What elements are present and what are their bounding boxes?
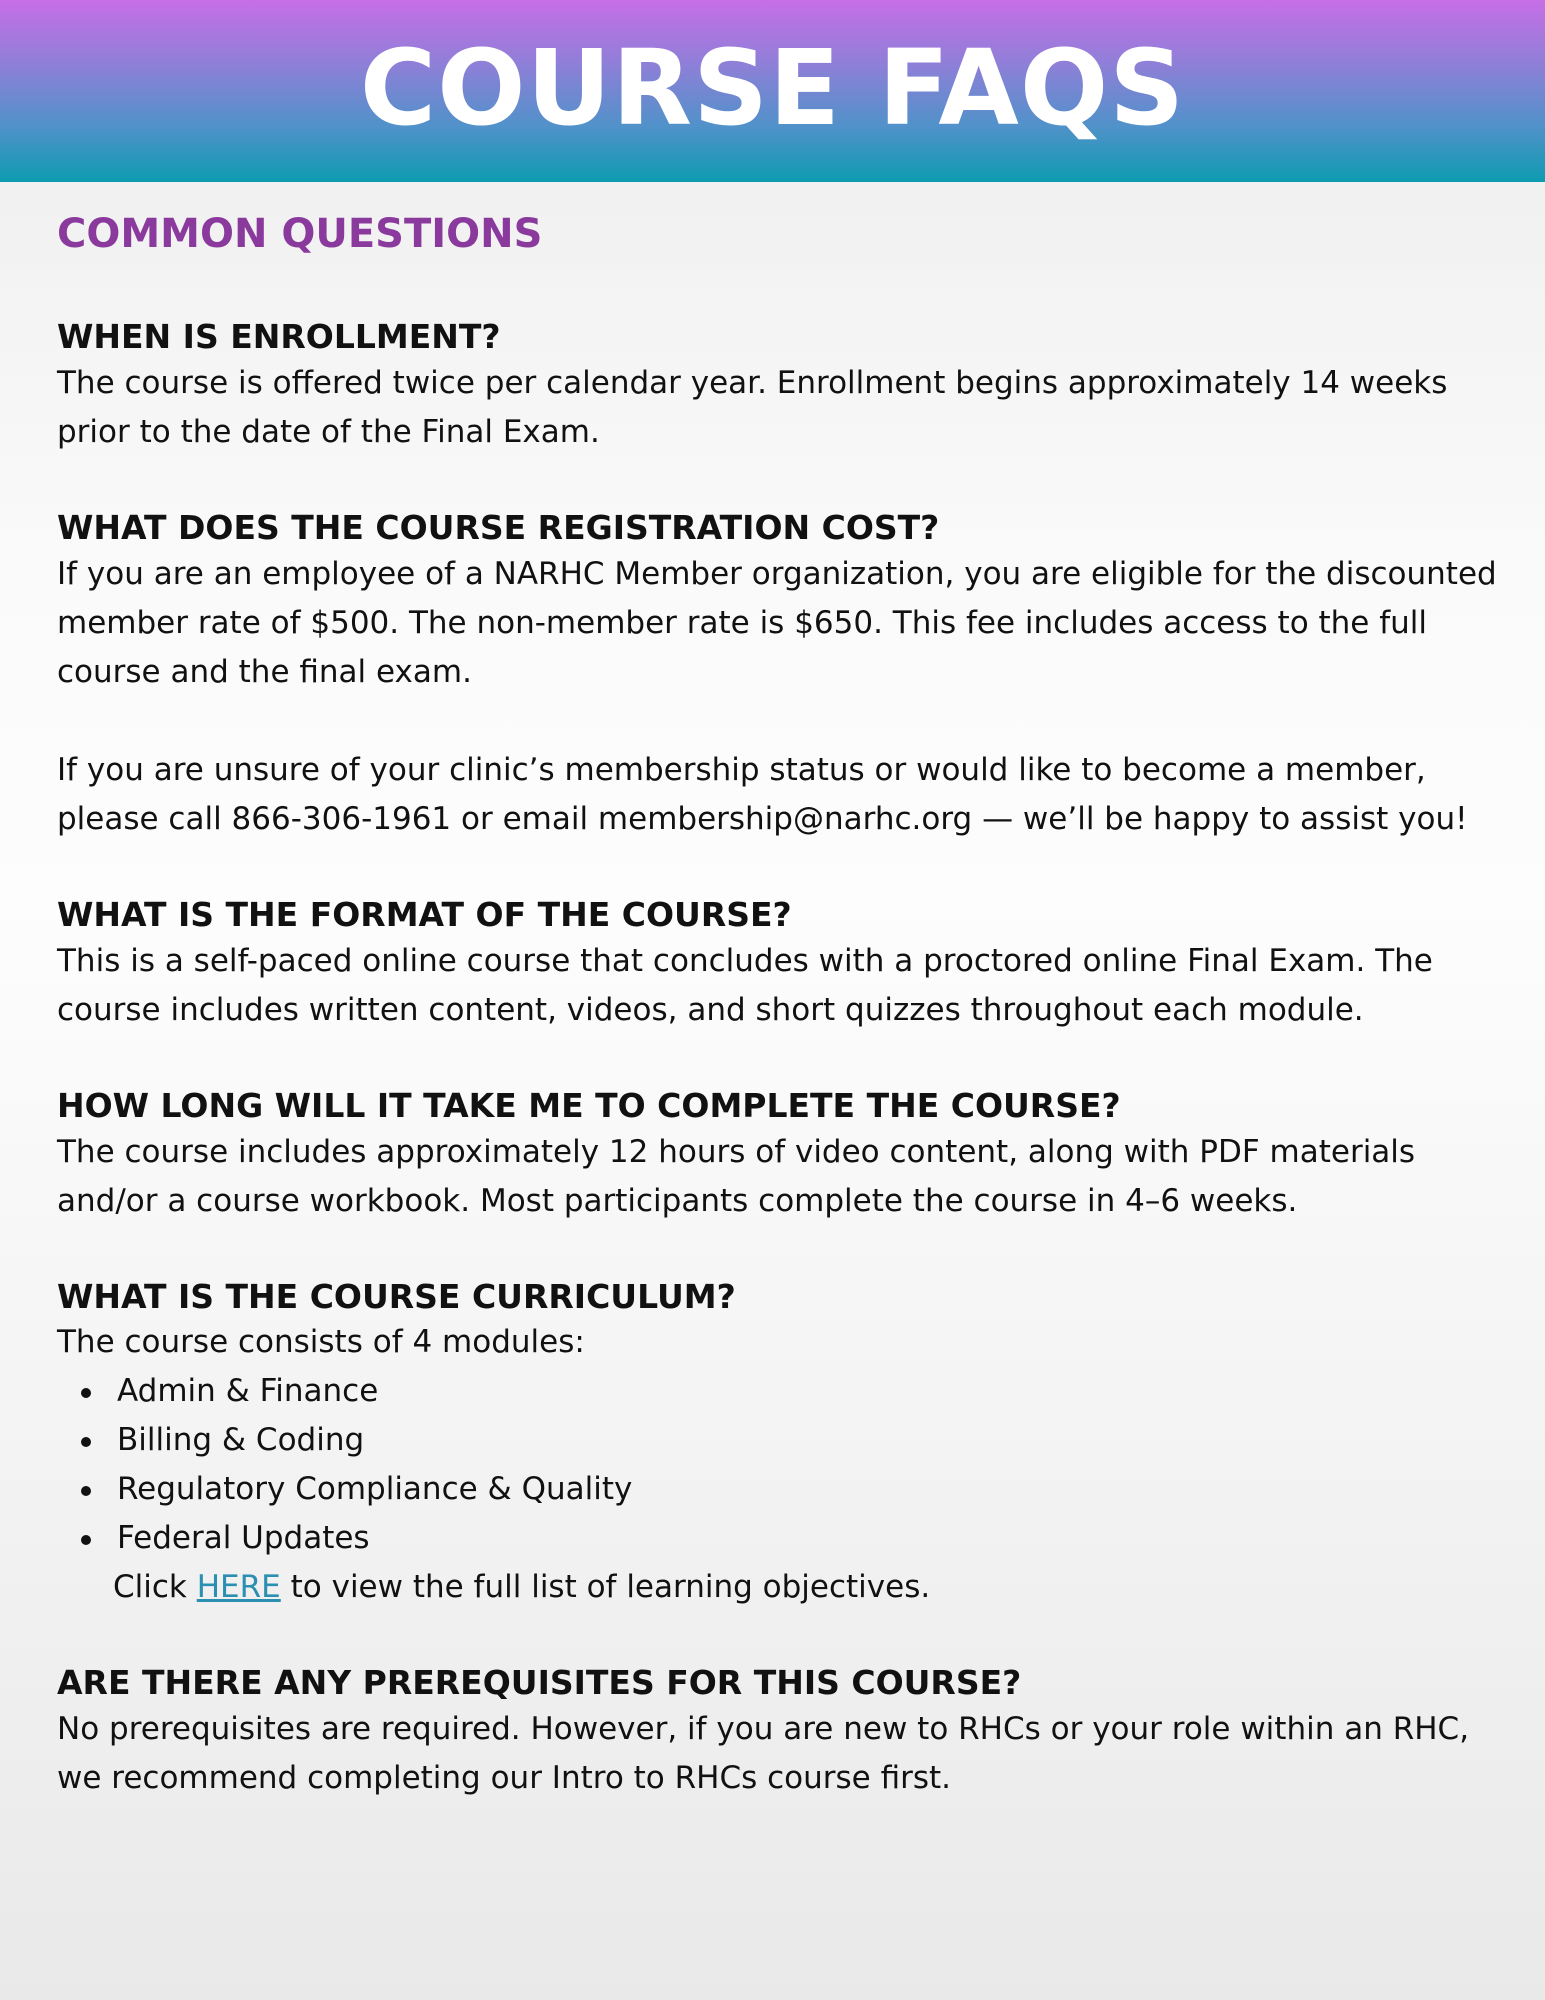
faq-question: WHAT DOES THE COURSE REGISTRATION COST? xyxy=(57,507,940,547)
module-list-item: Regulatory Compliance & Quality xyxy=(117,1465,1507,1514)
click-suffix-text: to view the full list of learning objectives. xyxy=(280,1569,931,1606)
faq-answer: If you are an employee of a NARHC Member organization, you are eligible for the discounted member rate of $500. The non-member rate is $650. This fee includes access to the full course and the final exam. xyxy=(57,555,1497,690)
module-list-item: Billing & Coding xyxy=(117,1416,1507,1465)
faq-item-duration xyxy=(57,1085,1507,1226)
faq-item-cost xyxy=(57,507,1507,844)
module-list xyxy=(57,1367,1507,1563)
learning-objectives-link[interactable]: HERE xyxy=(196,1569,281,1606)
faq-question: HOW LONG WILL IT TAKE ME TO COMPLETE THE COURSE? xyxy=(57,1085,1121,1125)
faq-item-enrollment xyxy=(57,316,1507,457)
faq-item-format xyxy=(57,894,1507,1035)
faq-answer: No prerequisites are required. However, if you are new to RHCs or your role within an RHC, we recommend completing our Intro to RHCs course first. xyxy=(57,1711,1470,1797)
faq-question: ARE THERE ANY PREREQUISITES FOR THIS COURSE? xyxy=(57,1663,1022,1703)
faq-answer: The course consists of 4 modules: xyxy=(57,1324,585,1361)
click-prefix-text: Click xyxy=(113,1569,197,1606)
module-list-item: Federal Updates xyxy=(117,1514,1507,1563)
learning-objectives-line xyxy=(57,1563,1507,1612)
faq-item-prerequisites xyxy=(57,1662,1507,1803)
faq-question: WHAT IS THE COURSE CURRICULUM? xyxy=(57,1276,736,1316)
faq-answer: The course includes approximately 12 hours of video content, along with PDF materials and/or a course workbook. Most participants complete the course in 4–6 weeks. xyxy=(57,1133,1416,1219)
faq-question: WHAT IS THE FORMAT OF THE COURSE? xyxy=(57,894,792,934)
section-heading: COMMON QUESTIONS xyxy=(57,211,543,257)
faq-answer: The course is offered twice per calendar year. Enrollment begins approximately 14 weeks prior to the date of the Final Exam. xyxy=(57,364,1448,450)
header-banner xyxy=(0,0,1545,182)
faq-content xyxy=(57,210,1507,1853)
module-list-item: Admin & Finance xyxy=(117,1367,1507,1416)
page-title: COURSE FAQS xyxy=(359,27,1186,149)
faq-answer: This is a self-paced online course that concludes with a proctored online Final Exam. The course includes written content, videos, and short quizzes throughout each module. xyxy=(57,942,1433,1028)
faq-answer-membership: If you are unsure of your clinic’s membership status or would like to become a member, please call 866-306-1961 or email membership@narhc.org — we’ll be happy to assist you! xyxy=(57,751,1468,837)
faq-item-curriculum xyxy=(57,1276,1507,1613)
faq-question: WHEN IS ENROLLMENT? xyxy=(57,317,501,356)
